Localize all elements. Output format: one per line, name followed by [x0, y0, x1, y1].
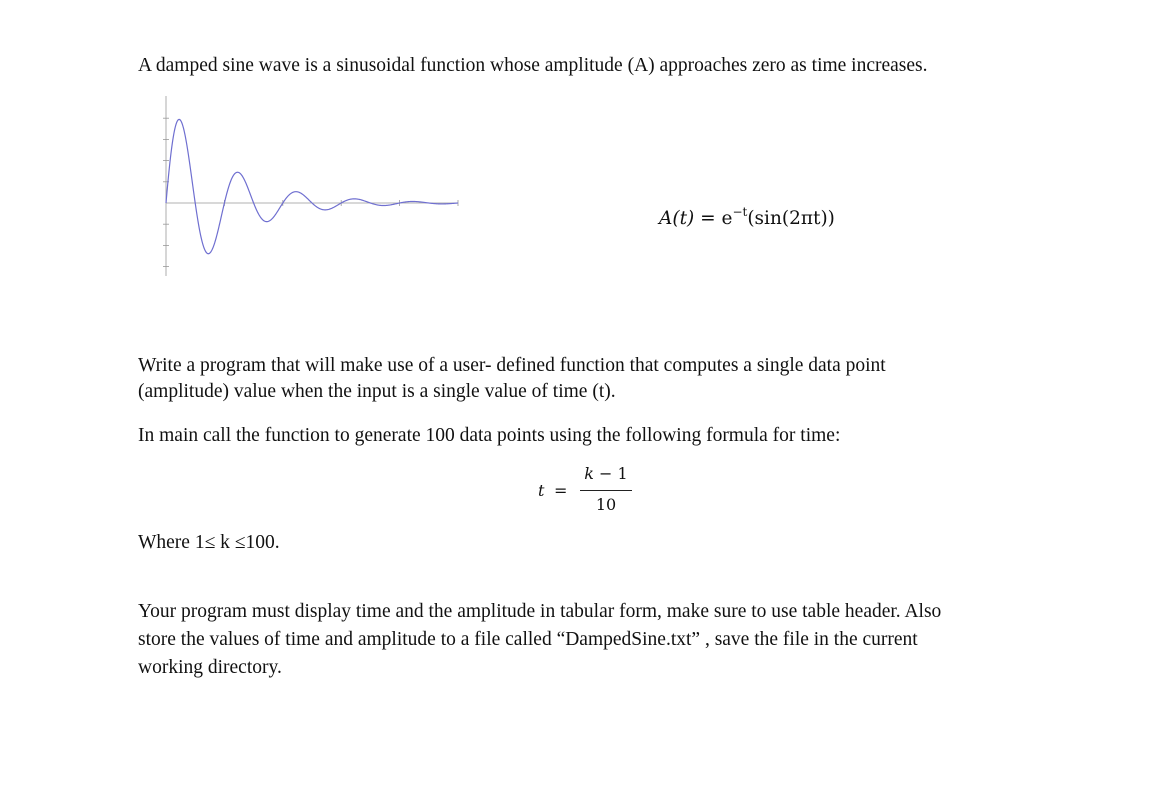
fraction-bar: [580, 490, 632, 491]
paragraph-main: In main call the function to generate 100 data points using the following formula for time:: [138, 425, 841, 446]
plot-axes: [166, 96, 458, 276]
damped-sine-curve: [166, 119, 458, 253]
formula-rest: (sin(2πt)): [747, 208, 835, 229]
intro-text: A damped sine wave is a sinusoidal function whose amplitude (A) approaches zero as time increases.: [138, 55, 928, 76]
paragraph-function-line1: Write a program that will make use of a user- defined function that computes a single data point: [138, 355, 886, 376]
amplitude-formula: [659, 205, 835, 229]
time-numerator: [580, 464, 632, 483]
paragraph-function: [138, 353, 886, 405]
damped-sine-plot: [150, 92, 465, 280]
formula-eq: = e: [694, 208, 733, 229]
time-eq: =: [554, 481, 568, 500]
time-formula: [538, 464, 658, 520]
plot-ticks: [163, 118, 458, 266]
paragraph-output: [138, 598, 941, 682]
range-text: Where 1≤ k ≤100.: [138, 532, 280, 553]
paragraph-output-line3: working directory.: [138, 657, 282, 678]
formula-lhs: A(t): [659, 208, 695, 229]
time-num-rest: − 1: [593, 464, 628, 483]
paragraph-output-line1: Your program must display time and the amplitude in tabular form, make sure to use table header. Also: [138, 601, 942, 622]
paragraph-function-line2: (amplitude) value when the input is a single value of time (t).: [138, 381, 616, 402]
time-var: t: [538, 481, 545, 500]
time-num-k: k: [584, 464, 594, 483]
paragraph-output-line2: store the values of time and amplitude to a file called “DampedSine.txt” , save the file in the current: [138, 629, 918, 650]
time-denominator: 10: [595, 495, 617, 514]
formula-exponent: −t: [732, 205, 748, 219]
